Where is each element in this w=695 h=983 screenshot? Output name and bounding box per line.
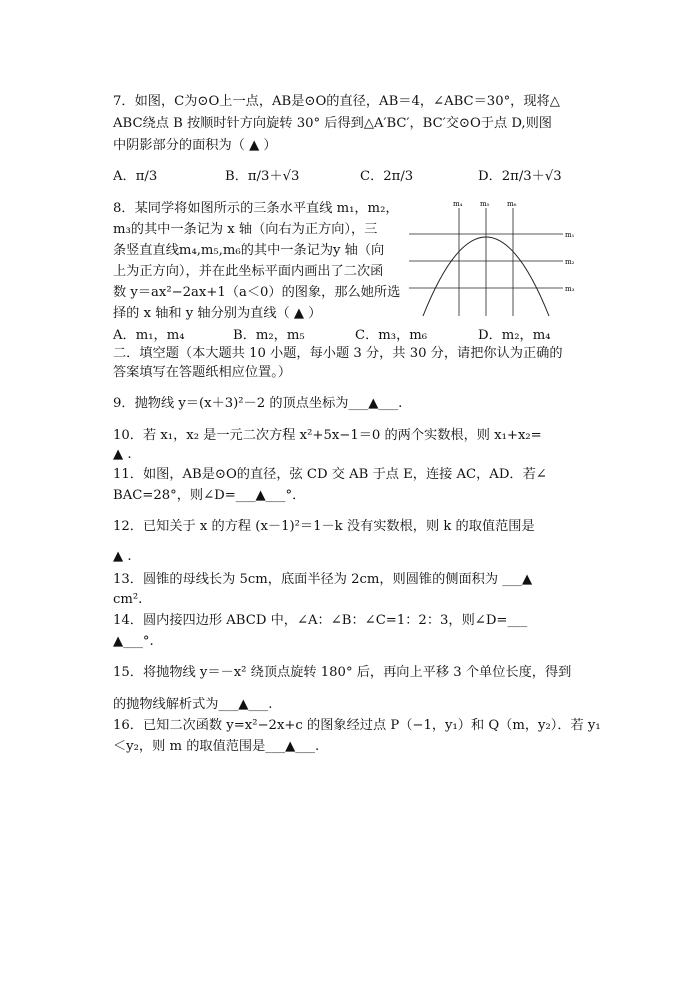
q8-line-6: 择的 x 轴和 y 轴分别为直线（ ▲ ） — [113, 306, 322, 321]
q12-line-1: 12．已知关于 x 的方程 (x－1)²＝1－k 没有实数根，则 k 的取值范围是 — [113, 519, 535, 534]
q7-line-3: 中阴影部分的面积为（ ▲ ） — [113, 138, 277, 153]
q11-line-1: 11．如图，AB是⊙O的直径，弦 CD 交 AB 于点 E，连接 AC，AD．若∠ — [113, 467, 547, 482]
section2-line-1: 二．填空题（本大题共 10 小题，每小题 3 分，共 30 分，请把你认为正确的 — [113, 346, 563, 361]
q8-option-a: A．m₁，m₄ — [113, 328, 185, 343]
label-m1: m₁ — [565, 231, 575, 239]
q15-line-2: 的抛物线解析式为___▲___. — [113, 697, 273, 712]
label-m4: m₄ — [453, 200, 463, 208]
q8-line-1: 8．某同学将如图所示的三条水平直线 m₁，m₂， — [113, 201, 399, 216]
q10-line-1: 10．若 x₁，x₂ 是一元二次方程 x²+5x−1＝0 的两个实数根，则 x₁+x₂= — [113, 428, 542, 443]
q8-line-4: 上为正方向），并在此坐标平面内画出了二次函 — [113, 264, 384, 279]
q7-option-d: D．2π/3＋√3 — [478, 169, 562, 184]
q13-line-2: cm². — [113, 592, 143, 607]
q7-option-a: A．π/3 — [113, 169, 158, 184]
q7-option-c: C．2π/3 — [360, 169, 414, 184]
q7-line-1: 7．如图，C为⊙O上一点，AB是⊙O的直径，AB＝4，∠ABC＝30°，现将△ — [113, 94, 560, 109]
label-m2: m₂ — [565, 258, 575, 266]
q8-line-3: 条竖直直线m₄,m₅,m₆的其中一条记为y 轴（向 — [113, 243, 385, 258]
parabola-figure — [405, 196, 577, 320]
q9-line: 9．抛物线 y＝(x＋3)²－2 的顶点坐标为___▲___. — [113, 396, 403, 411]
q11-line-2: BAC=28°，则∠D=___▲___°． — [113, 488, 306, 503]
q10-line-2: ▲ . — [113, 447, 132, 462]
q13-line-1: 13．圆锥的母线长为 5cm，底面半径为 2cm，则圆锥的侧面积为 ___▲ — [113, 572, 533, 587]
label-m3: m₃ — [565, 285, 575, 293]
q8-line-5: 数 y＝ax²−2ax+1（a＜0）的图象，那么她所选 — [113, 285, 401, 300]
q16-line-1: 16．已知二次函数 y=x²−2x+c 的图象经过点 P（−1，y₁）和 Q（m，y₂）．若 y₁ — [113, 718, 601, 733]
q14-line-1: 14．圆内接四边形 ABCD 中，∠A：∠B：∠C=1：2：3，则∠D=___ — [113, 613, 528, 628]
label-m5: m₅ — [480, 200, 490, 208]
q7-option-b: B．π/3＋√3 — [225, 169, 300, 184]
q16-line-2: ＜y₂，则 m 的取值范围是___▲___. — [113, 739, 320, 754]
q14-line-2: ▲___°. — [113, 634, 154, 649]
q8-option-b: B．m₂，m₅ — [233, 328, 305, 343]
section2-line-2: 答案填写在答题纸相应位置。） — [113, 365, 292, 380]
q7-line-2: ABC绕点 B 按顺时针方向旋转 30° 后得到△A′BC′，BC′交⊙O于点 D,则图 — [113, 116, 552, 131]
q12-line-2: ▲ . — [113, 549, 132, 564]
q15-line-1: 15．将抛物线 y＝－x² 绕顶点旋转 180° 后，再向上平移 3 个单位长度，得到 — [113, 665, 572, 680]
q8-option-d: D．m₂，m₄ — [478, 328, 551, 343]
q8-option-c: C．m₃，m₆ — [355, 328, 428, 343]
q8-line-2: m₃的其中一条记为 x 轴（向右为正方向），三 — [113, 222, 378, 237]
label-m6: m₆ — [507, 200, 517, 208]
